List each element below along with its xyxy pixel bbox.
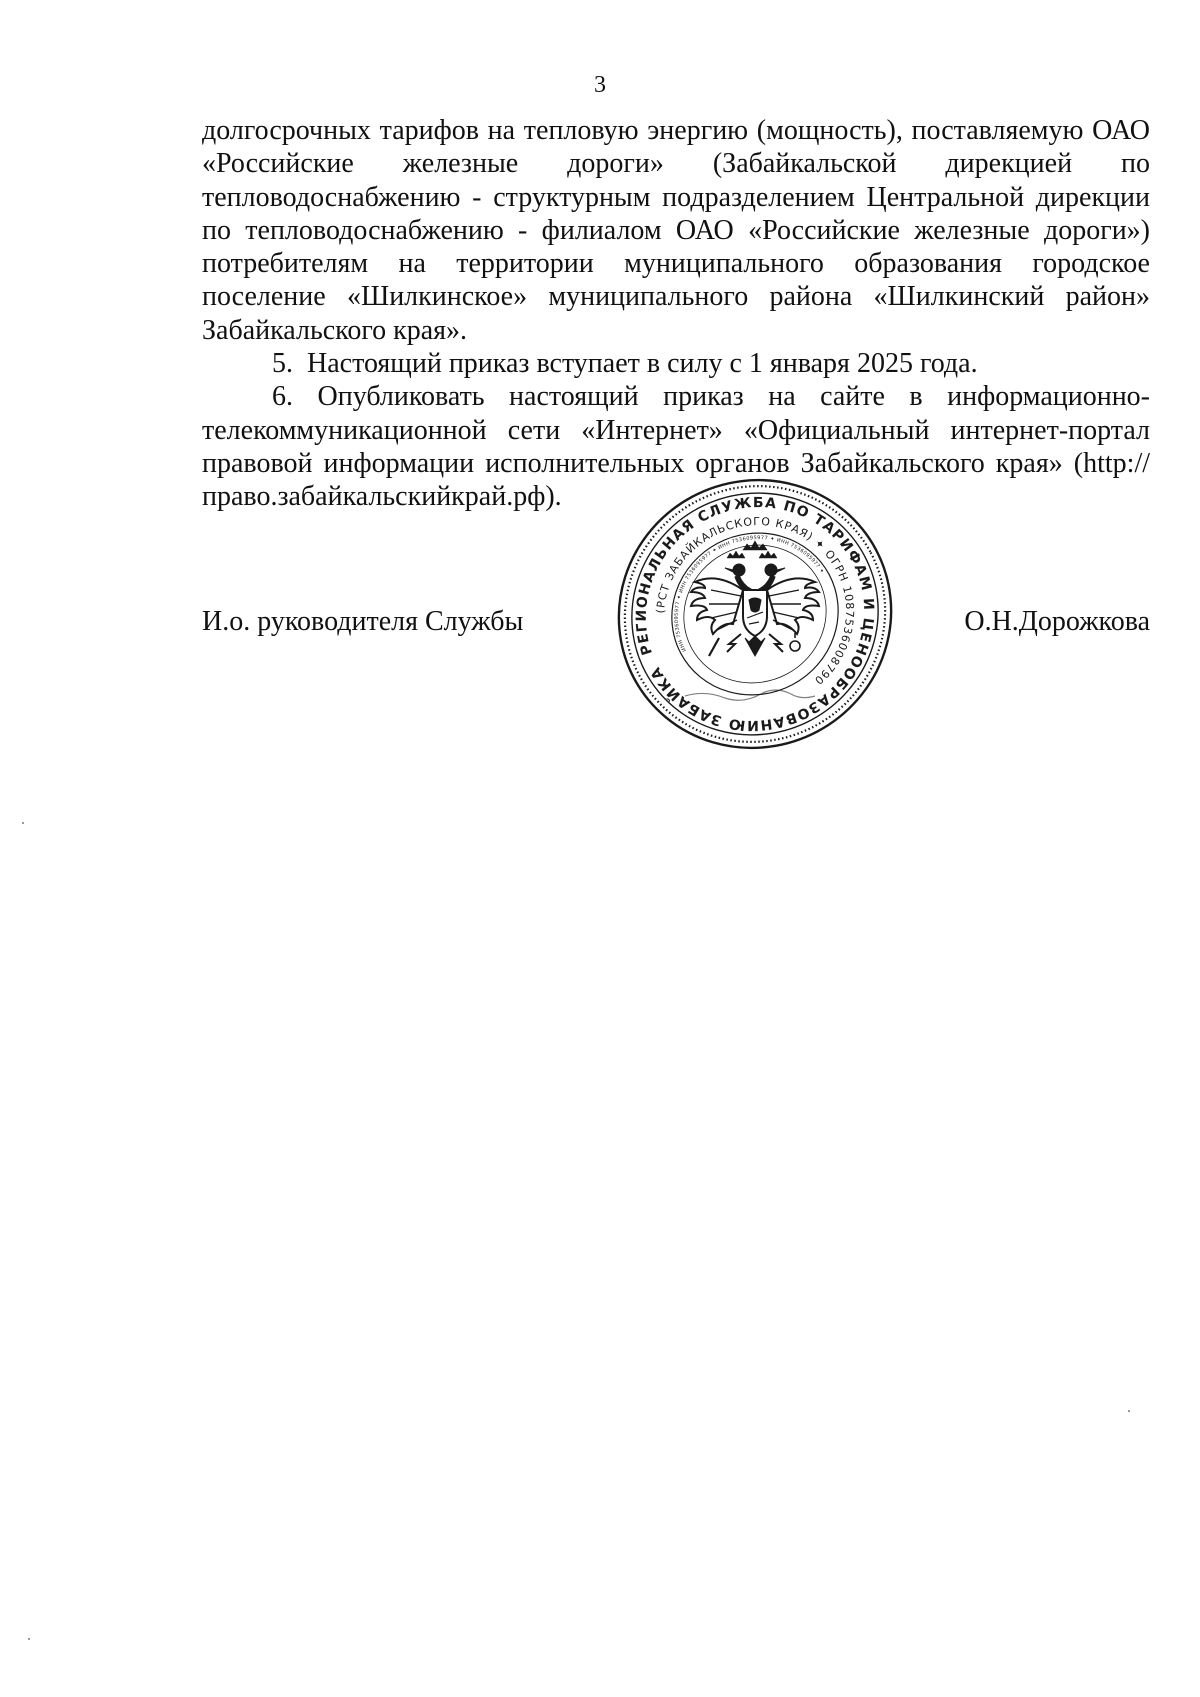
signatory-title: И.о. руководителя Службы [202,606,524,637]
document-body [202,114,1150,514]
item-number: 6. [272,381,293,413]
seal-microtext: ИНН 7536095977 ✦ ИНН 7536095977 ✦ ИНН 7536095977 ✦ ИНН 7536095977 ✦ [673,535,826,653]
item-number: 5. [272,348,293,380]
scan-speck [1128,1410,1130,1412]
seal-graphic [615,478,895,750]
seal-inner-ring-text: РЕГИОНАЛЬНАЯ СЛУЖБА ПО ТАРИФАМ И ЦЕНООБРАЗОВАНИЮ ЗАБАЙКАЛЬСКОГО [633,494,877,733]
item-text: Опубликовать настоящий приказ на сайте в информационно-телекоммуникационной сети «Интернет» «Официальный интернет-портал правовой информации исполнительных органов Забайкальского края» (http://право.забайкальскийкрай.рф). [202,381,1151,513]
scan-speck [22,822,24,824]
paragraph-continuation: долгосрочных тарифов на тепловую энергию (мощность), поставляемую ОАО «Российские железные дороги» (Забайкальской дирекцией по тепловодоснабжению - структурным подразделением Центральной дирекции по тепловодоснабжению - филиалом ОАО «Российские железные дороги») потребителям на территории муниципального образования городское поселение «Шилкинское» муниципального района «Шилкинский район» Забайкальского края». [202,115,1150,346]
official-seal-stamp [615,478,895,750]
signatory-name: О.Н.Дорожкова [964,606,1150,637]
seal-middle-ring-text: (РСТ ЗАБАЙКАЛЬСКОГО КРАЯ) ✦ ОГРН 1087536008790 [653,515,857,688]
item-text: Настоящий приказ вступает в силу с 1 января 2025 года. [307,348,978,380]
page-number: 3 [594,72,606,98]
scan-speck [28,1638,30,1640]
paragraph-item-5 [202,347,1150,380]
